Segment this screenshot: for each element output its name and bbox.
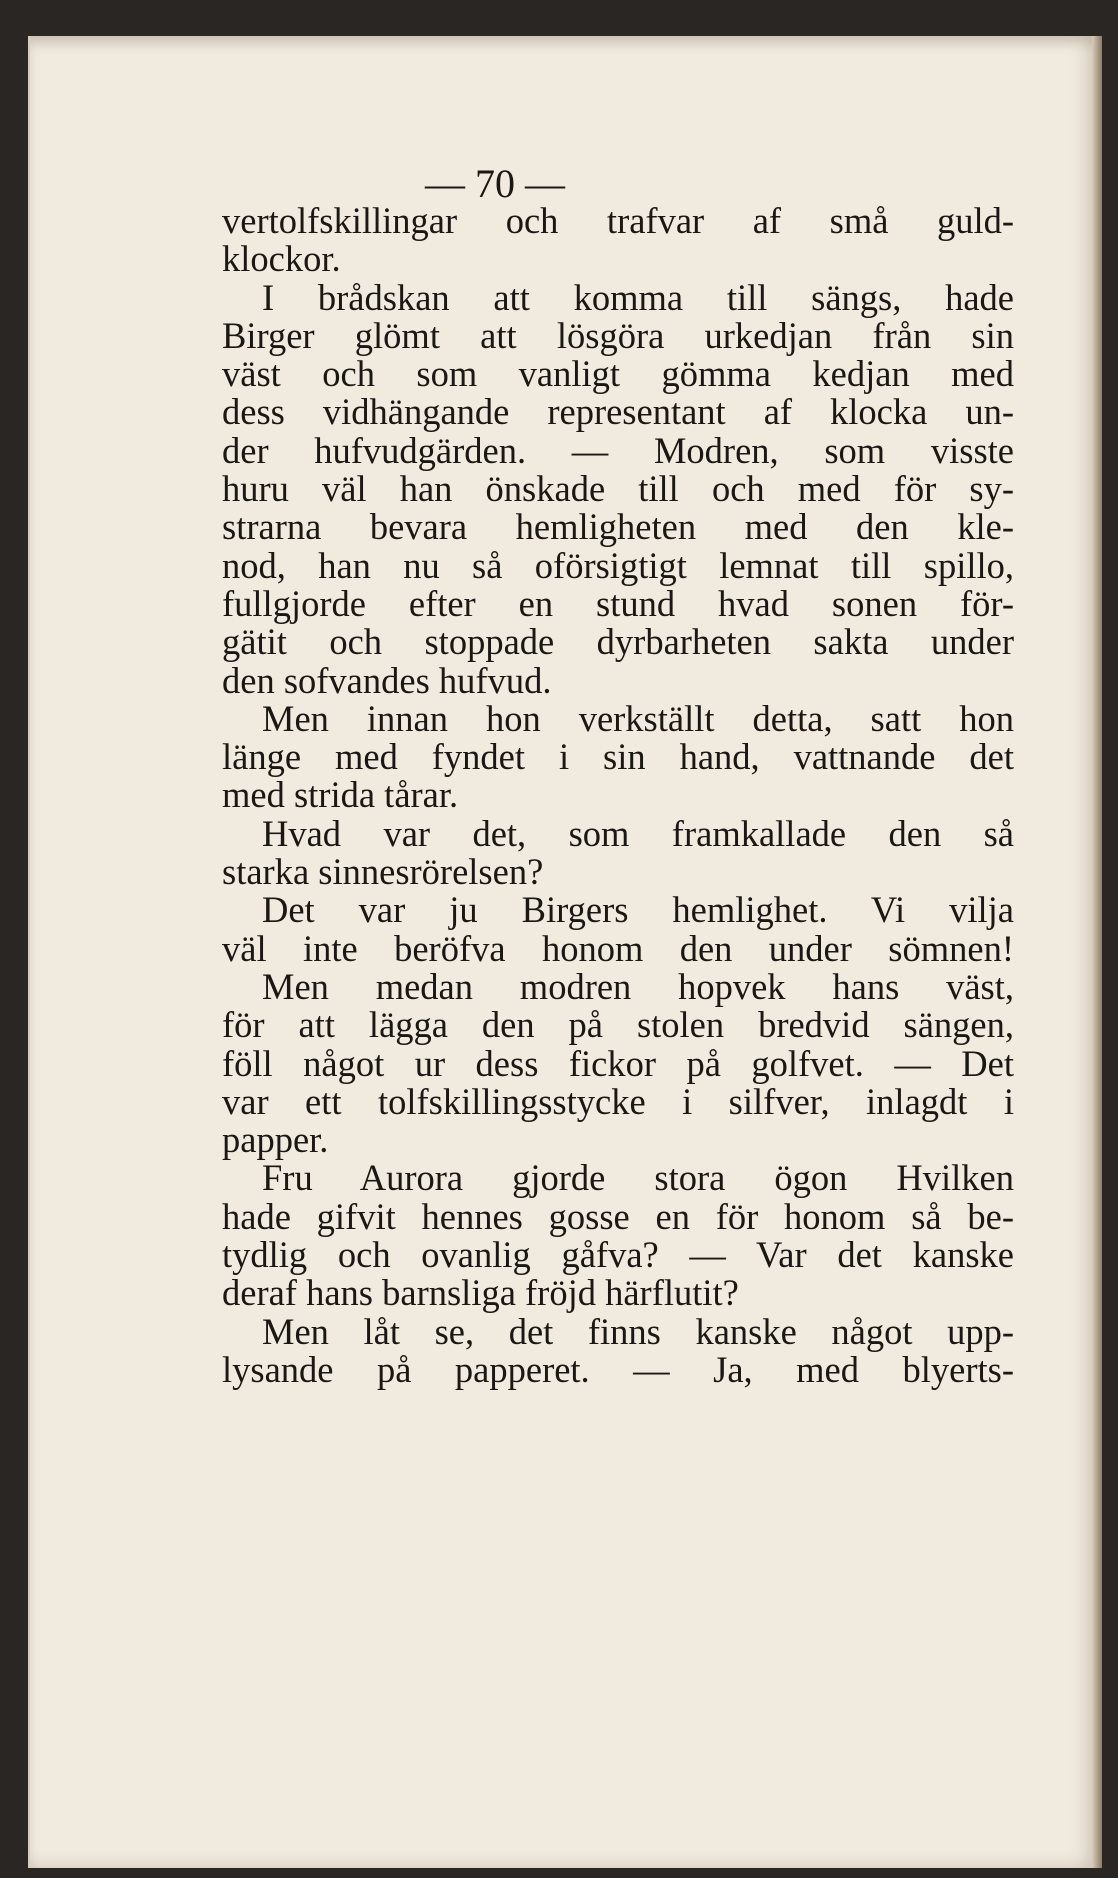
- text-line: I brådskan att komma till sängs, hade: [262, 276, 1014, 318]
- text-line: Men medan modren hopvek hans väst,: [262, 965, 1014, 1007]
- text-line: Hvad var det, som framkallade den så: [262, 812, 1014, 854]
- text-line: fullgjorde efter en stund hvad sonen för-: [222, 582, 1014, 624]
- text-line: tydlig och ovanlig gåfva? — Var det kanske: [222, 1234, 1014, 1276]
- text-line: den sofvandes hufvud.: [222, 659, 552, 701]
- text-line: papper.: [222, 1119, 329, 1161]
- text-line: Det var ju Birgers hemlighet. Vi vilja: [262, 889, 1014, 931]
- body-text: [222, 202, 1014, 1389]
- text-line: huru väl han önskade till och med för sy-: [222, 468, 1014, 510]
- text-line: strarna bevara hemligheten med den kle-: [222, 506, 1014, 548]
- text-line: Birger glömt att lösgöra urkedjan från sin: [222, 314, 1014, 356]
- text-line: länge med fyndet i sin hand, vattnande det: [222, 736, 1014, 778]
- text-line: med strida tårar.: [222, 774, 459, 816]
- text-line: väst och som vanligt gömma kedjan med: [222, 353, 1014, 395]
- text-line: för att lägga den på stolen bredvid sängen,: [222, 1004, 1014, 1046]
- text-line: vertolfskillingar och trafvar af små guld-: [222, 200, 1014, 241]
- text-line: lysande på papperet. — Ja, med blyerts-: [222, 1348, 1014, 1390]
- page-edge: [1092, 36, 1102, 1868]
- text-line: gätit och stoppade dyrbarheten sakta under: [222, 621, 1014, 663]
- text-line: var ett tolfskillingsstycke i silfver, inlagdt i: [222, 1080, 1014, 1122]
- text-line: föll något ur dess fickor på golfvet. — Det: [222, 1042, 1014, 1084]
- text-line: hade gifvit hennes gosse en för honom så be-: [222, 1195, 1014, 1237]
- text-line: dess vidhängande representant af klocka un-: [222, 391, 1014, 433]
- text-line: klockor.: [222, 238, 341, 280]
- text-line: Fru Aurora gjorde stora ögon Hvilken: [262, 1157, 1014, 1199]
- text-line: nod, han nu så oförsigtigt lemnat till spillo,: [222, 544, 1014, 586]
- text-line: väl inte beröfva honom den under sömnen!: [222, 927, 1014, 969]
- text-line: Men innan hon verkställt detta, satt hon: [262, 697, 1014, 739]
- text-line: starka sinnesrörelsen?: [222, 851, 544, 893]
- text-line: Men låt se, det finns kanske något upp-: [262, 1310, 1014, 1352]
- text-line: deraf hans barnsliga fröjd härflutit?: [222, 1272, 739, 1314]
- page-number: — 70 —: [425, 161, 565, 206]
- text-line: der hufvudgärden. — Modren, som visste: [222, 429, 1014, 471]
